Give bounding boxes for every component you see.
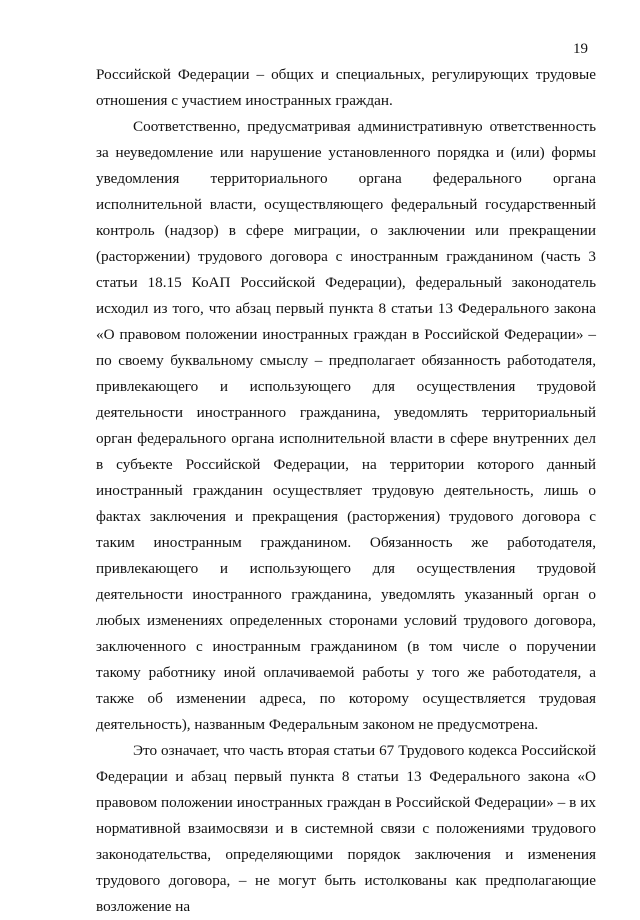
paragraph: Соответственно, предусматривая административную ответственность за неуведомление или нарушение установленного порядка и (или) формы уведомления территориального органа федерального органа исполнительной власти, осуществляющего федеральный государственный контроль (надзор) в сфере миграции, о заключении или прекращении (расторжении) трудового договора с иностранным гражданином (часть 3 статьи 18.15 КоАП Российской Федерации), федеральный законодатель исходил из того, что абзац первый пункта 8 статьи 13 Федерального закона «О правовом положении иностранных граждан в Российской Федерации» – по своему буквальному смыслу – предполагает обязанность работодателя, привлекающего и использующего для осуществления трудовой деятельности иностранного гражданина, уведомлять территориальный орган федерального органа исполнительной власти в сфере внутренних дел в субъекте Российской Федерации, на территории которого данный иностранный гражданин осуществляет трудовую деятельность, лишь о фактах заключения и прекращения (расторжения) трудового договора с таким иностранным гражданином. Обязанность же работодателя, привлекающего и использующего для осуществления трудовой деятельности иностранного гражданина, уведомлять указанный орган о любых изменениях определенных сторонами условий трудового договора, заключенного с иностранным гражданином (в том числе о поручении такому работнику иной оплачиваемой работы у того же работодателя, а также об изменении адреса, по которому осуществляется трудовая деятельность), названным Федеральным законом не предусмотрена. [96, 118, 596, 733]
paragraph: Российской Федерации – общих и специальных, регулирующих трудовые отношения с участием иностранных граждан. [96, 66, 596, 109]
page-number: 19 [573, 41, 588, 57]
paragraph: Это означает, что часть вторая статьи 67 Трудового кодекса Российской Федерации и абзац первый пункта 8 статьи 13 Федерального закона «О правовом положении иностранных граждан в Российской Федерации» – в их нормативной взаимосвязи и в системной связи с положениями трудового законодательства, определяющими порядок заключения и изменения трудового договора, – не могут быть истолкованы как предполагающие возложение на [96, 742, 596, 915]
document-body [96, 62, 596, 920]
